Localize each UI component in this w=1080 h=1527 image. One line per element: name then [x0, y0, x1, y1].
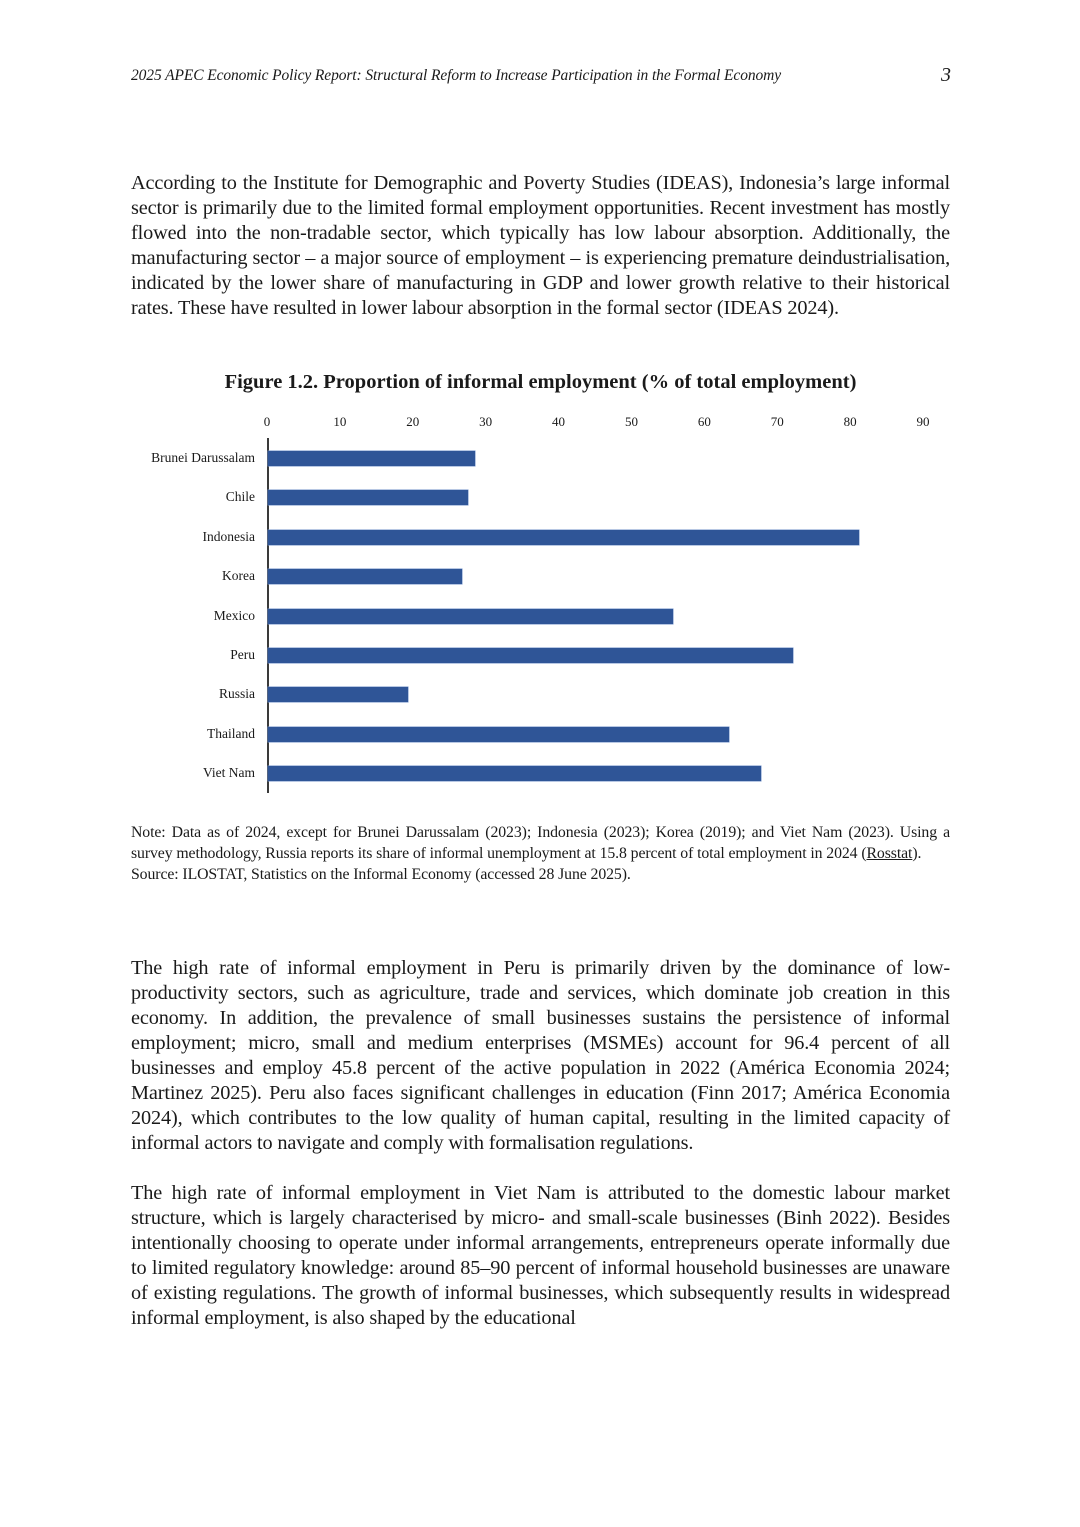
category-label: Indonesia — [202, 528, 255, 544]
category-label: Korea — [222, 568, 255, 584]
x-tick-label: 60 — [697, 414, 711, 429]
x-tick-label: 90 — [916, 414, 930, 429]
category-label: Russia — [218, 686, 255, 702]
bar — [268, 687, 408, 702]
running-header — [131, 64, 951, 88]
rosstat-link[interactable]: Rosstat — [866, 845, 913, 862]
bar — [268, 490, 468, 505]
paragraph-peru: The high rate of informal employment in Peru is primarily driven by the dominance of low-productivity sectors, such as agriculture, trade and services, which dominate job creation in this economy. In addition, the prevalence of small businesses sustains the persistence of informal employment; micro, small and medium enterprises (MSMEs) account for 96.4 percent of all businesses and employ 45.8 percent of the active population in 2022 (América Economia 2024; Martinez 2025). Peru also faces significant challenges in education (Finn 2017; América Economia 2024), which contributes to the low quality of human capital, resulting in the limited capacity of informal actors to navigate and comply with formalisation regulations. — [131, 957, 950, 1154]
category-label: Peru — [230, 647, 255, 662]
report-title: 2025 APEC Economic Policy Report: Structural Reform to Increase Participation in the Formal Economy — [131, 67, 782, 84]
category-label: Mexico — [213, 607, 255, 623]
bar — [268, 727, 729, 742]
bar — [268, 766, 761, 781]
bar — [268, 609, 673, 624]
bar — [268, 648, 793, 663]
category-label: Chile — [225, 489, 255, 505]
paragraph-ideas: According to the Institute for Demographic and Poverty Studies (IDEAS), Indonesia’s large informal sector is primarily due to the limited formal employment opportunities. Recent investment has mostly flowed into the non-tradable sector, which typically has low labour absorption. Additionally, the manufacturing sector – a major source of employment – is experiencing premature deindustrialisation, indicated by the lower share of manufacturing in GDP and lower growth relative to their historical rates. These have resulted in lower labour absorption in the formal sector (IDEAS 2024). — [131, 172, 950, 319]
figure-note — [131, 822, 950, 885]
category-label: Viet Nam — [202, 765, 255, 781]
category-label: Thailand — [207, 725, 255, 741]
page-number: 3 — [941, 64, 951, 86]
category-label: Brunei Darussalam — [151, 450, 255, 465]
bar — [268, 451, 475, 466]
x-tick-label: 10 — [333, 414, 347, 429]
x-tick-label: 20 — [406, 414, 420, 429]
bar — [268, 569, 462, 584]
figure-title: Figure 1.2. Proportion of informal employment (% of total employment) — [224, 371, 857, 393]
x-tick-label: 70 — [770, 414, 784, 429]
x-tick-label: 0 — [263, 414, 271, 429]
source-text: Source: ILOSTAT, Statistics on the Informal Economy (accessed 28 June 2025). — [131, 866, 631, 883]
bar-chart — [131, 408, 951, 798]
paragraph-viet-nam: The high rate of informal employment in Viet Nam is attributed to the domestic labour market structure, which is largely characterised by micro- and small-scale businesses (Binh 2022). Besides intentionally choosing to operate under informal arrangements, entrepreneurs operate informally due to limited regulatory knowledge: around 85–90 percent of informal household businesses are unaware of existing regulations. The growth of informal businesses, which subsequently results in widespread informal employment, is also shaped by the educational — [131, 1182, 950, 1329]
note-text: Note: Data as of 2024, except for Brunei Darussalam (2023); Indonesia (2023); Korea (2019); and Viet Nam (2023). Using a survey methodology, Russia reports its share of informal unemployment at 15.8 percent of total employment in 2024 ( — [131, 824, 950, 862]
bar — [268, 530, 859, 545]
x-tick-label: 80 — [843, 414, 857, 429]
x-tick-label: 50 — [624, 414, 638, 429]
x-tick-label: 30 — [479, 414, 493, 429]
note-suffix: ). — [912, 845, 922, 862]
x-tick-label: 40 — [552, 414, 566, 429]
